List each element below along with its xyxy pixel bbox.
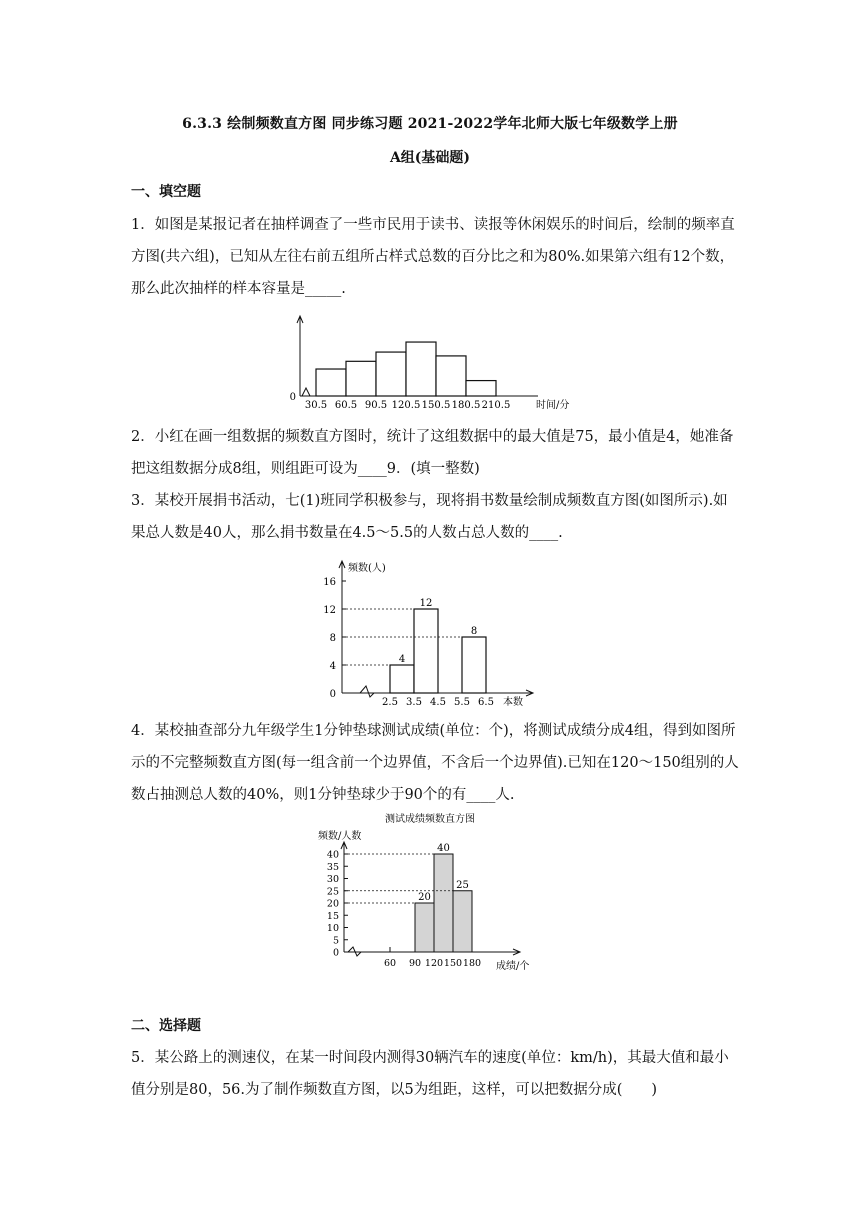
x-tick-label: 210.5 [481,400,511,411]
axis-break [360,686,374,697]
x-tick-label: 4.5 [430,697,446,708]
question-4: 4．某校抽查部分九年级学生1分钟垫球测试成绩(单位：个)，将测试成绩分成4组，得到如图所示的不完整频数直方图(每一组含前一个边界值，不含后一个边界值).已知在120～150组别的人数占抽测总人数的40%，则1分钟垫球少于90个的有____人. [131,723,739,803]
data-label: 20 [418,892,431,903]
chart-1-histogram [288,310,578,415]
data-label: 12 [419,598,433,609]
y-tick-label: 4 [329,661,336,672]
x-axis-label: 成绩/个 [496,961,530,972]
y-tick-label: 35 [326,861,339,873]
question-1: 1．如图是某报记者在抽样调查了一些市民用于读书、读报等休闲娱乐的时间后，绘制的频率直方图(共六组)，已知从左往右前五组所占样式总数的百分比之和为80%.如果第六组有12个数，那么此次抽样的样本容量是_____. [131,217,735,297]
bar [436,356,466,396]
x-tick-label: 30.5 [304,400,328,411]
section-choice: 二、选择题 [131,1018,201,1034]
y-tick-label: 25 [326,886,339,898]
y-axis-label: 频数(人) [348,563,386,574]
y-tick-label: 0 [332,947,339,959]
document-title: 6.3.3 绘制频数直方图 同步练习题 2021-2022学年北师大版七年级数学上册 [182,116,678,132]
bar [462,637,486,693]
x-tick-label: 180.5 [451,400,481,411]
data-label: 25 [456,879,469,891]
y-tick-label: 16 [323,577,336,588]
x-tick-label: 5.5 [454,697,470,708]
x-tick-label: 120 [424,958,444,969]
x-tick-label: 6.5 [478,697,494,708]
y-tick-label: 20 [326,898,339,910]
x-tick-label: 90.5 [364,400,388,411]
bar [414,609,438,693]
bar [406,342,436,396]
chart-title: 测试成绩频数直方图 [385,814,475,825]
bar [346,361,376,396]
question-3: 3．某校开展捐书活动，七(1)班同学积极参与，现将捐书数量绘制成频数直方图(如图所示).如果总人数是40人，那么捐书数量在4.5～5.5的人数占总人数的____. [131,493,728,541]
y-tick-label: 12 [323,605,336,616]
bar [415,903,434,952]
section-fill-in: 一、填空题 [131,184,201,200]
y-tick-label: 15 [326,910,339,922]
bar [390,665,414,693]
y-tick-label: 0 [329,689,336,700]
y-tick-label: 10 [326,923,339,934]
x-tick-label: 60 [383,958,397,969]
chart-3-histogram [318,812,543,972]
bar [376,352,406,396]
x-axis-label: 本数 [503,697,523,708]
chart-2-histogram [318,557,543,710]
data-label: 40 [437,843,450,854]
data-label: 4 [398,654,406,665]
x-tick-label: 60.5 [334,400,358,411]
bar [466,381,496,396]
y-tick-label: 30 [326,874,339,885]
y-tick-label: 40 [326,849,339,861]
axis-break [302,388,310,396]
y-axis-label: 频数/人数 [318,831,362,842]
x-axis-label: 时间/分 [536,400,570,411]
data-label: 8 [470,626,478,637]
x-tick-label: 90 [408,958,422,969]
y-tick-label: 8 [329,633,336,644]
group-title: A组(基础题) [389,150,471,166]
origin-label: 0 [289,392,296,403]
bar [453,891,472,952]
question-5: 5．某公路上的测速仪，在某一时间段内测得30辆汽车的速度(单位：km/h)，其最大值和最小值分别是80，56.为了制作频数直方图，以5为组距，这样，可以把数据分成( ) [131,1050,729,1098]
x-tick-label: 150.5 [421,400,451,411]
question-2: 2．小红在画一组数据的频数直方图时，统计了这组数据中的最大值是75，最小值是4，她准备把这组数据分成8组，则组距可设为____9．(填一整数) [131,429,734,477]
x-tick-label: 3.5 [406,697,422,708]
x-tick-label: 180 [462,958,482,969]
bar [316,369,346,396]
y-tick-label: 5 [332,935,339,947]
bar [434,854,453,952]
x-tick-label: 120.5 [391,400,421,411]
x-tick-label: 150 [443,958,463,969]
x-tick-label: 2.5 [382,697,398,708]
